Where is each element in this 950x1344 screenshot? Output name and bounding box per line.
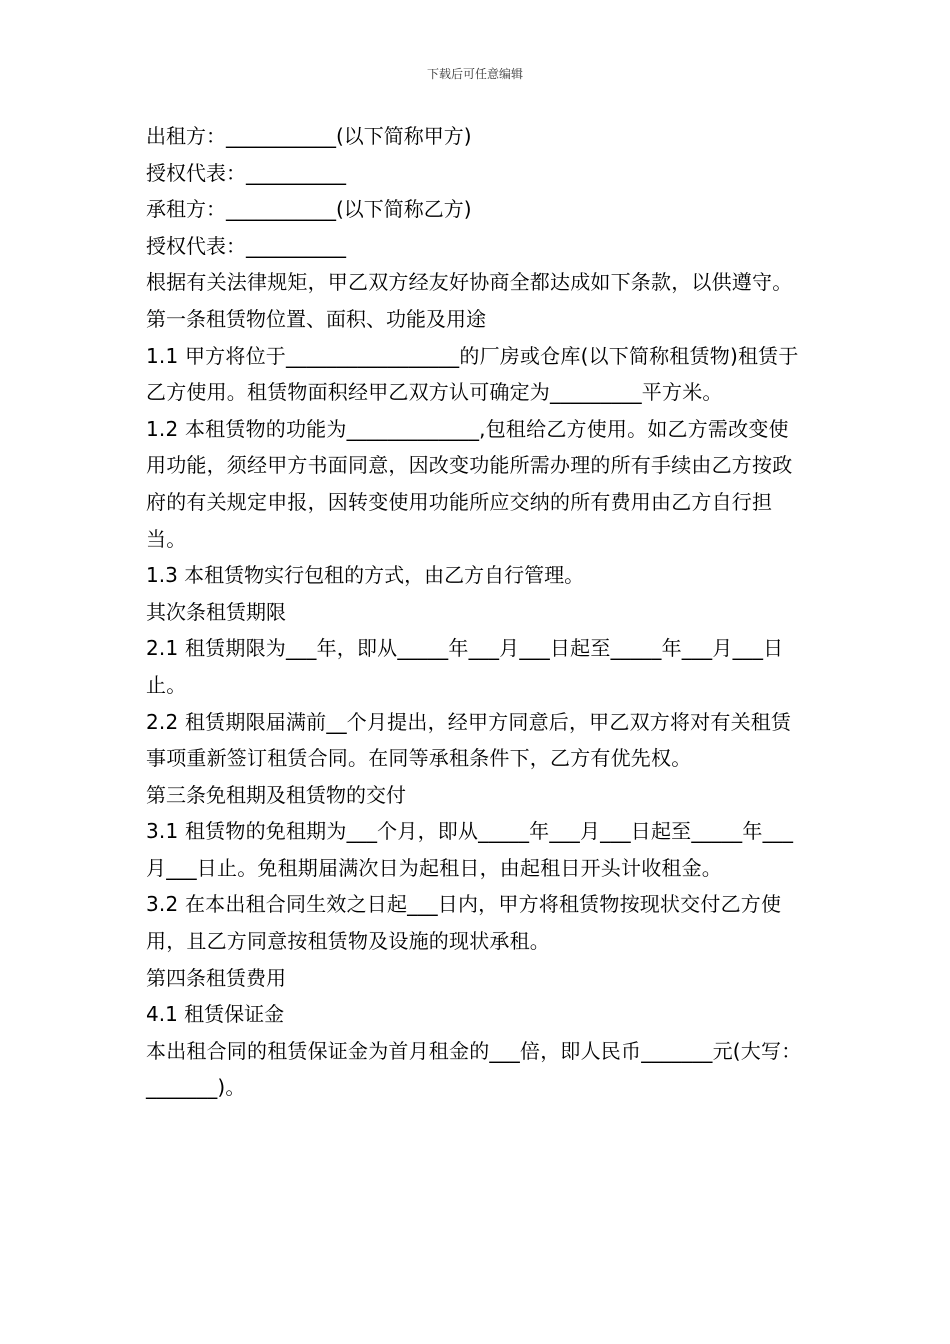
clause-2-1: 2.1 租赁期限为___年，即从_____年___月___日起至_____年___月___日止。	[146, 636, 784, 697]
clause-3-2: 3.2 在本出租合同生效之日起___日内，甲方将租赁物按现状交付乙方使用，且乙方同意按租赁物及设施的现状承租。	[146, 892, 782, 954]
clause-2-2: 2.2 租赁期限届满前__个月提出，经甲方同意后，甲乙双方将对有关租赁事项重新签订租赁合同。在同等承租条件下，乙方有优先权。	[146, 709, 792, 771]
lessor-line: 出租方：___________(以下简称甲方)	[146, 124, 472, 148]
clause-1-1: 1.1 甲方将位于_________________的厂房或仓库(以下简称租赁物)租赁于乙方使用。租赁物面积经甲乙双方认可确定为_________平方米。	[146, 343, 799, 405]
lessor-representative-line: 授权代表：__________	[146, 160, 346, 185]
clause-1-2: 1.2 本租赁物的功能为_____________,包租给乙方使用。如乙方需改变使用功能，须经甲方书面同意，因改变功能所需办理的所有手续由乙方按政府的有关规定申报，因转变使用功能所应交纳的所有费用由乙方自行担当。	[146, 416, 793, 551]
contract-body	[146, 118, 808, 1106]
lessee-line: 承租方：___________(以下简称乙方)	[146, 197, 472, 222]
article-1-heading: 第一条租赁物位置、面积、功能及用途	[146, 306, 486, 331]
article-4-heading: 第四条租赁费用	[146, 965, 286, 990]
preamble-paragraph: 根据有关法律规矩，甲乙双方经友好协商全都达成如下条款，以供遵守。	[146, 270, 793, 295]
page-header-note: 下载后可任意编辑	[426, 67, 523, 81]
clause-1-3: 1.3 本租赁物实行包租的方式，由乙方自行管理。	[146, 563, 585, 588]
article-2-heading: 其次条租赁期限	[146, 599, 286, 624]
clause-3-1: 3.1 租赁物的免租期为___个月，即从_____年___月___日起至_____年___月___日止。免租期届满次日为起租日，由起租日开头计收租金。	[146, 819, 794, 880]
article-3-heading: 第三条免租期及租赁物的交付	[146, 782, 406, 807]
clause-4-1-heading: 4.1 租赁保证金	[146, 1002, 285, 1027]
lessee-representative-line: 授权代表：__________	[146, 233, 346, 258]
clause-4-1: 本出租合同的租赁保证金为首月租金的___倍，即人民币_______元(大写：_______)。	[146, 1038, 802, 1100]
